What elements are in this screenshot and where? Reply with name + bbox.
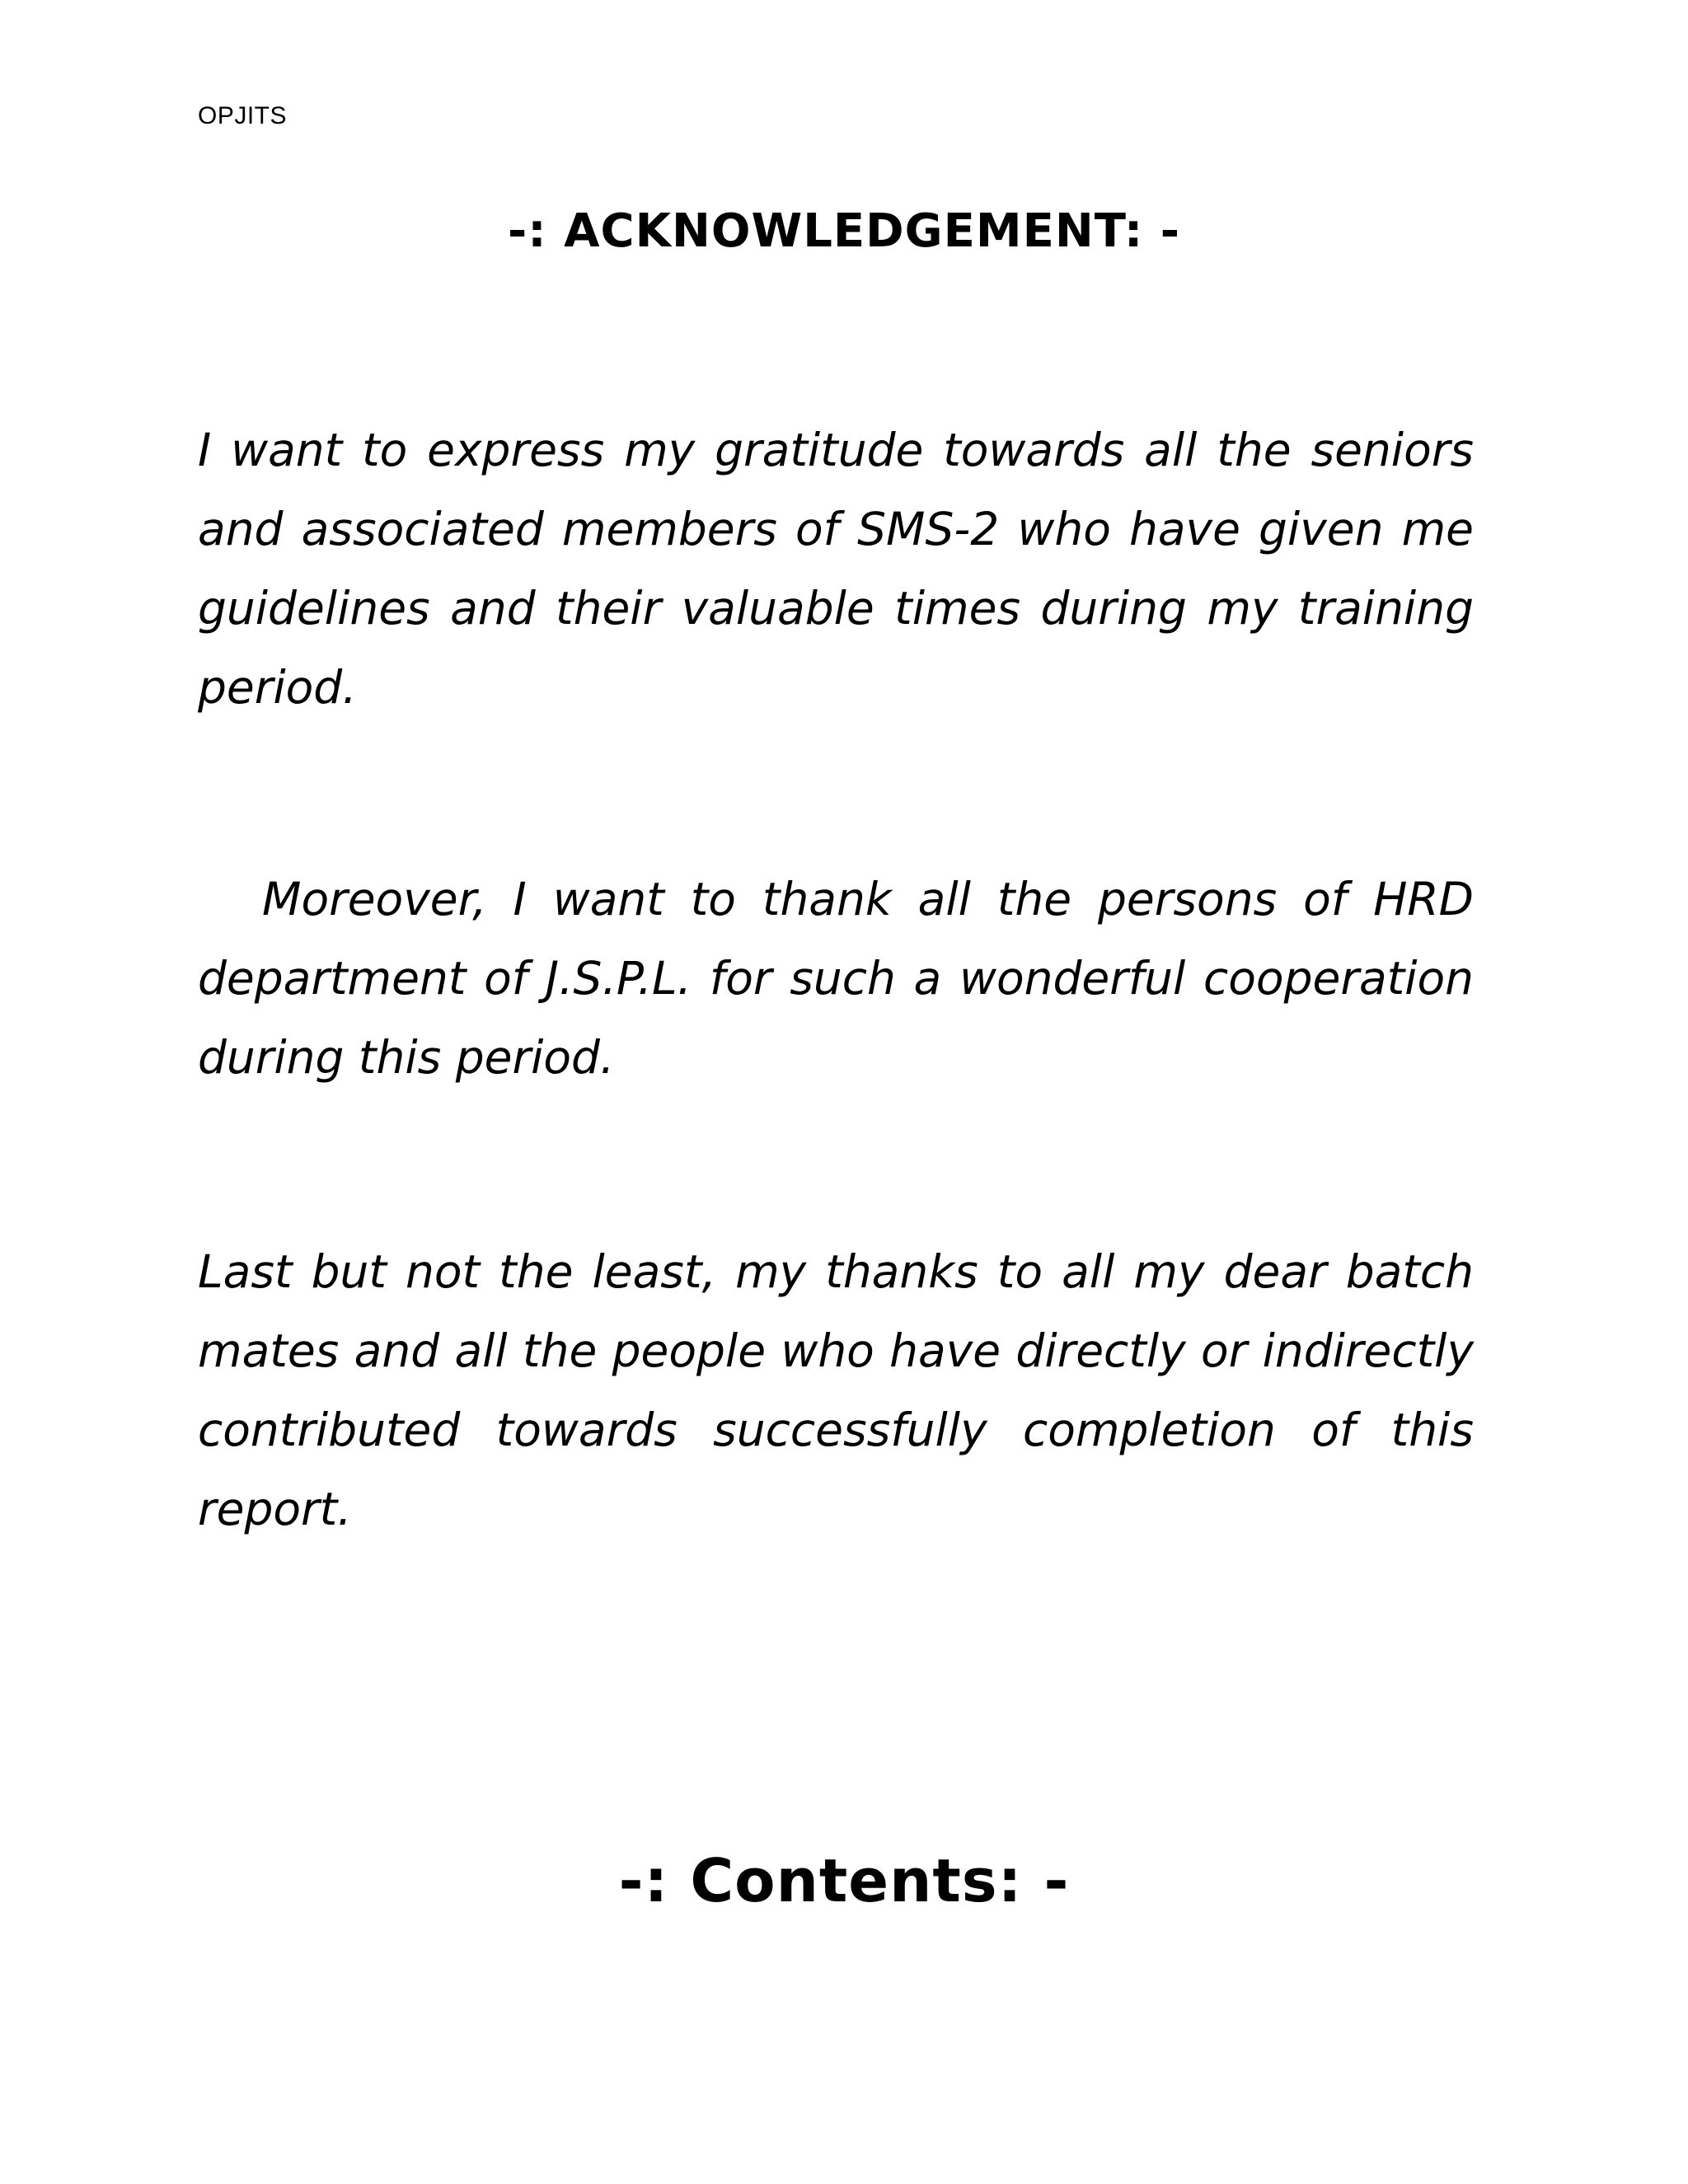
page-header-label: OPJITS — [198, 102, 288, 129]
acknowledgement-paragraph-1: I want to express my gratitude towards all the seniors and associated members of SMS-2 who have given me guidelines and their valuable times during my training period. — [198, 424, 1474, 714]
acknowledgement-paragraph-3: Last but not the least, my thanks to all my dear batch mates and all the people who have directly or indirectly contributed towards successfully completion of this report. — [198, 1245, 1474, 1535]
acknowledgement-paragraph-2: Moreover, I want to thank all the persons of HRD department of J.S.P.L. for such a wonderful cooperation during this period. — [198, 873, 1474, 1084]
contents-title: -: Contents: - — [618, 1846, 1070, 1915]
acknowledgement-title: -: ACKNOWLEDGEMENT: - — [508, 204, 1180, 258]
